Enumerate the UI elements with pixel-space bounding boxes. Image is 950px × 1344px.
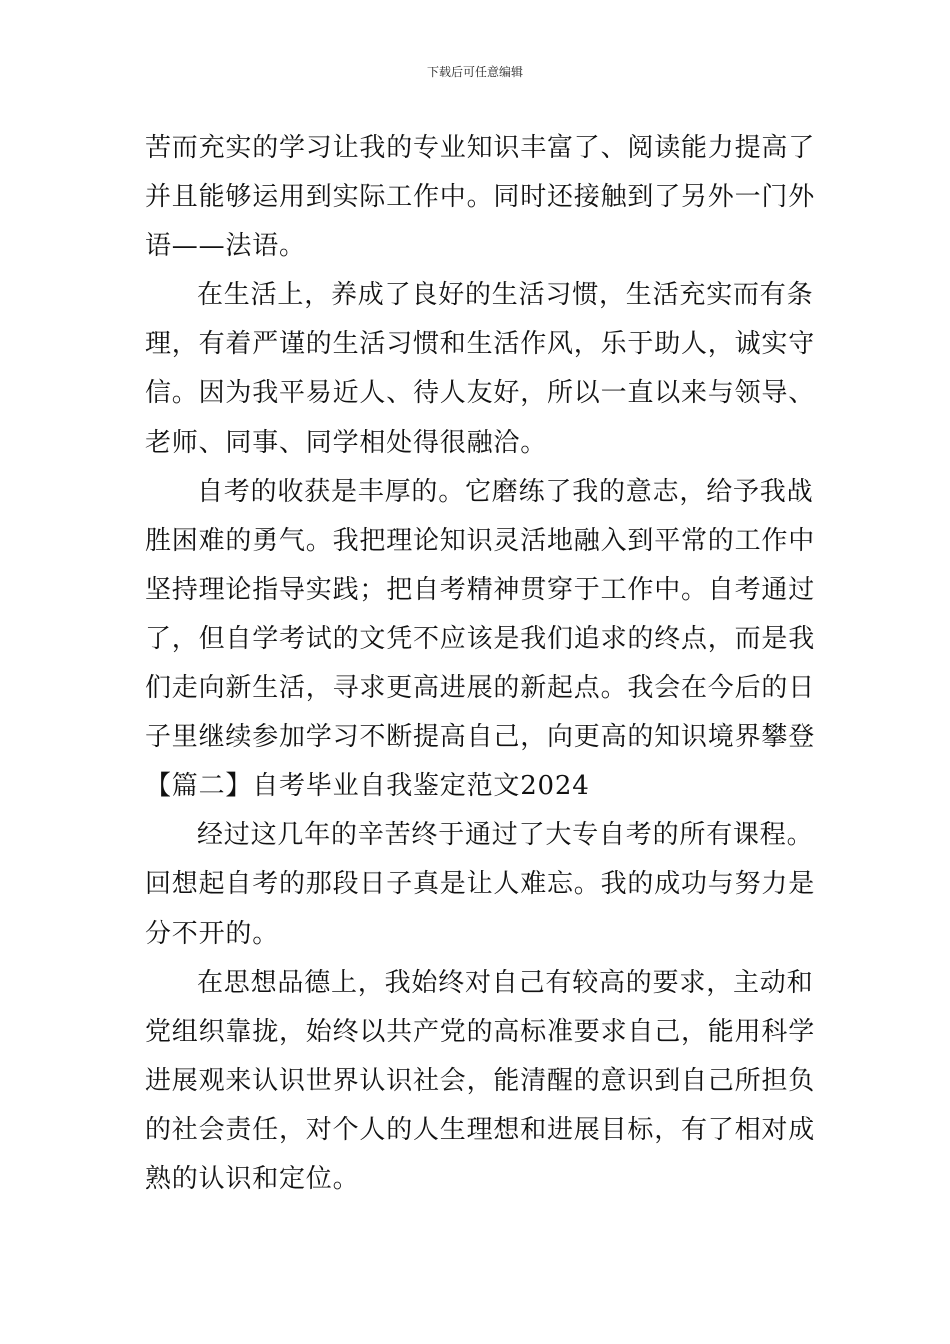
text-line: 语——法语。	[145, 231, 306, 262]
text-line: 理，有着严谨的生活习惯和生活作风，乐于助人，诚实守	[145, 329, 816, 360]
paragraph-start-line: 在思想品德上，我始终对自己有较高的要求，主动和	[197, 967, 814, 998]
page-header: 下载后可任意编辑	[426, 65, 523, 79]
text-line: 进展观来认识世界认识社会，能清醒的意识到自己所担负	[145, 1065, 816, 1096]
text-line: 并且能够运用到实际工作中。同时还接触到了另外一门外	[145, 182, 816, 213]
text-line: 胜困难的勇气。我把理论知识灵活地融入到平常的工作中	[145, 525, 816, 556]
text-line: 老师、同事、同学相处得很融洽。	[145, 427, 548, 458]
text-line: 苦而充实的学习让我的专业知识丰富了、阅读能力提高了	[145, 133, 816, 163]
text-line: 的社会责任，对个人的人生理想和进展目标，有了相对成	[145, 1114, 816, 1145]
paragraph-start-line: 经过这几年的辛苦终于通过了大专自考的所有课程。	[197, 820, 814, 851]
paragraph-start-line: 自考的收获是丰厚的。它磨练了我的意志，给予我战	[197, 476, 814, 507]
text-line: 党组织靠拢，始终以共产党的高标准要求自己，能用科学	[145, 1016, 816, 1047]
text-line: 坚持理论指导实践；把自考精神贯穿于工作中。自考通过	[145, 574, 816, 605]
document-body	[145, 124, 816, 1204]
section-heading: 【篇二】自考毕业自我鉴定范文2024	[145, 771, 590, 802]
text-line: 分不开的。	[145, 918, 280, 949]
text-line: 信。因为我平易近人、待人友好，所以一直以来与领导、	[145, 378, 816, 409]
text-line: 子里继续参加学习不断提高自己，向更高的知识境界攀登	[145, 722, 816, 753]
paragraph-start-line: 在生活上，养成了良好的生活习惯，生活充实而有条	[197, 280, 814, 311]
text-line: 熟的认识和定位。	[145, 1163, 360, 1194]
text-line: 们走向新生活，寻求更高进展的新起点。我会在今后的日	[145, 673, 816, 704]
text-line: 了，但自学考试的文凭不应该是我们追求的终点，而是我	[145, 623, 816, 654]
text-line: 回想起自考的那段日子真是让人难忘。我的成功与努力是	[145, 869, 816, 900]
